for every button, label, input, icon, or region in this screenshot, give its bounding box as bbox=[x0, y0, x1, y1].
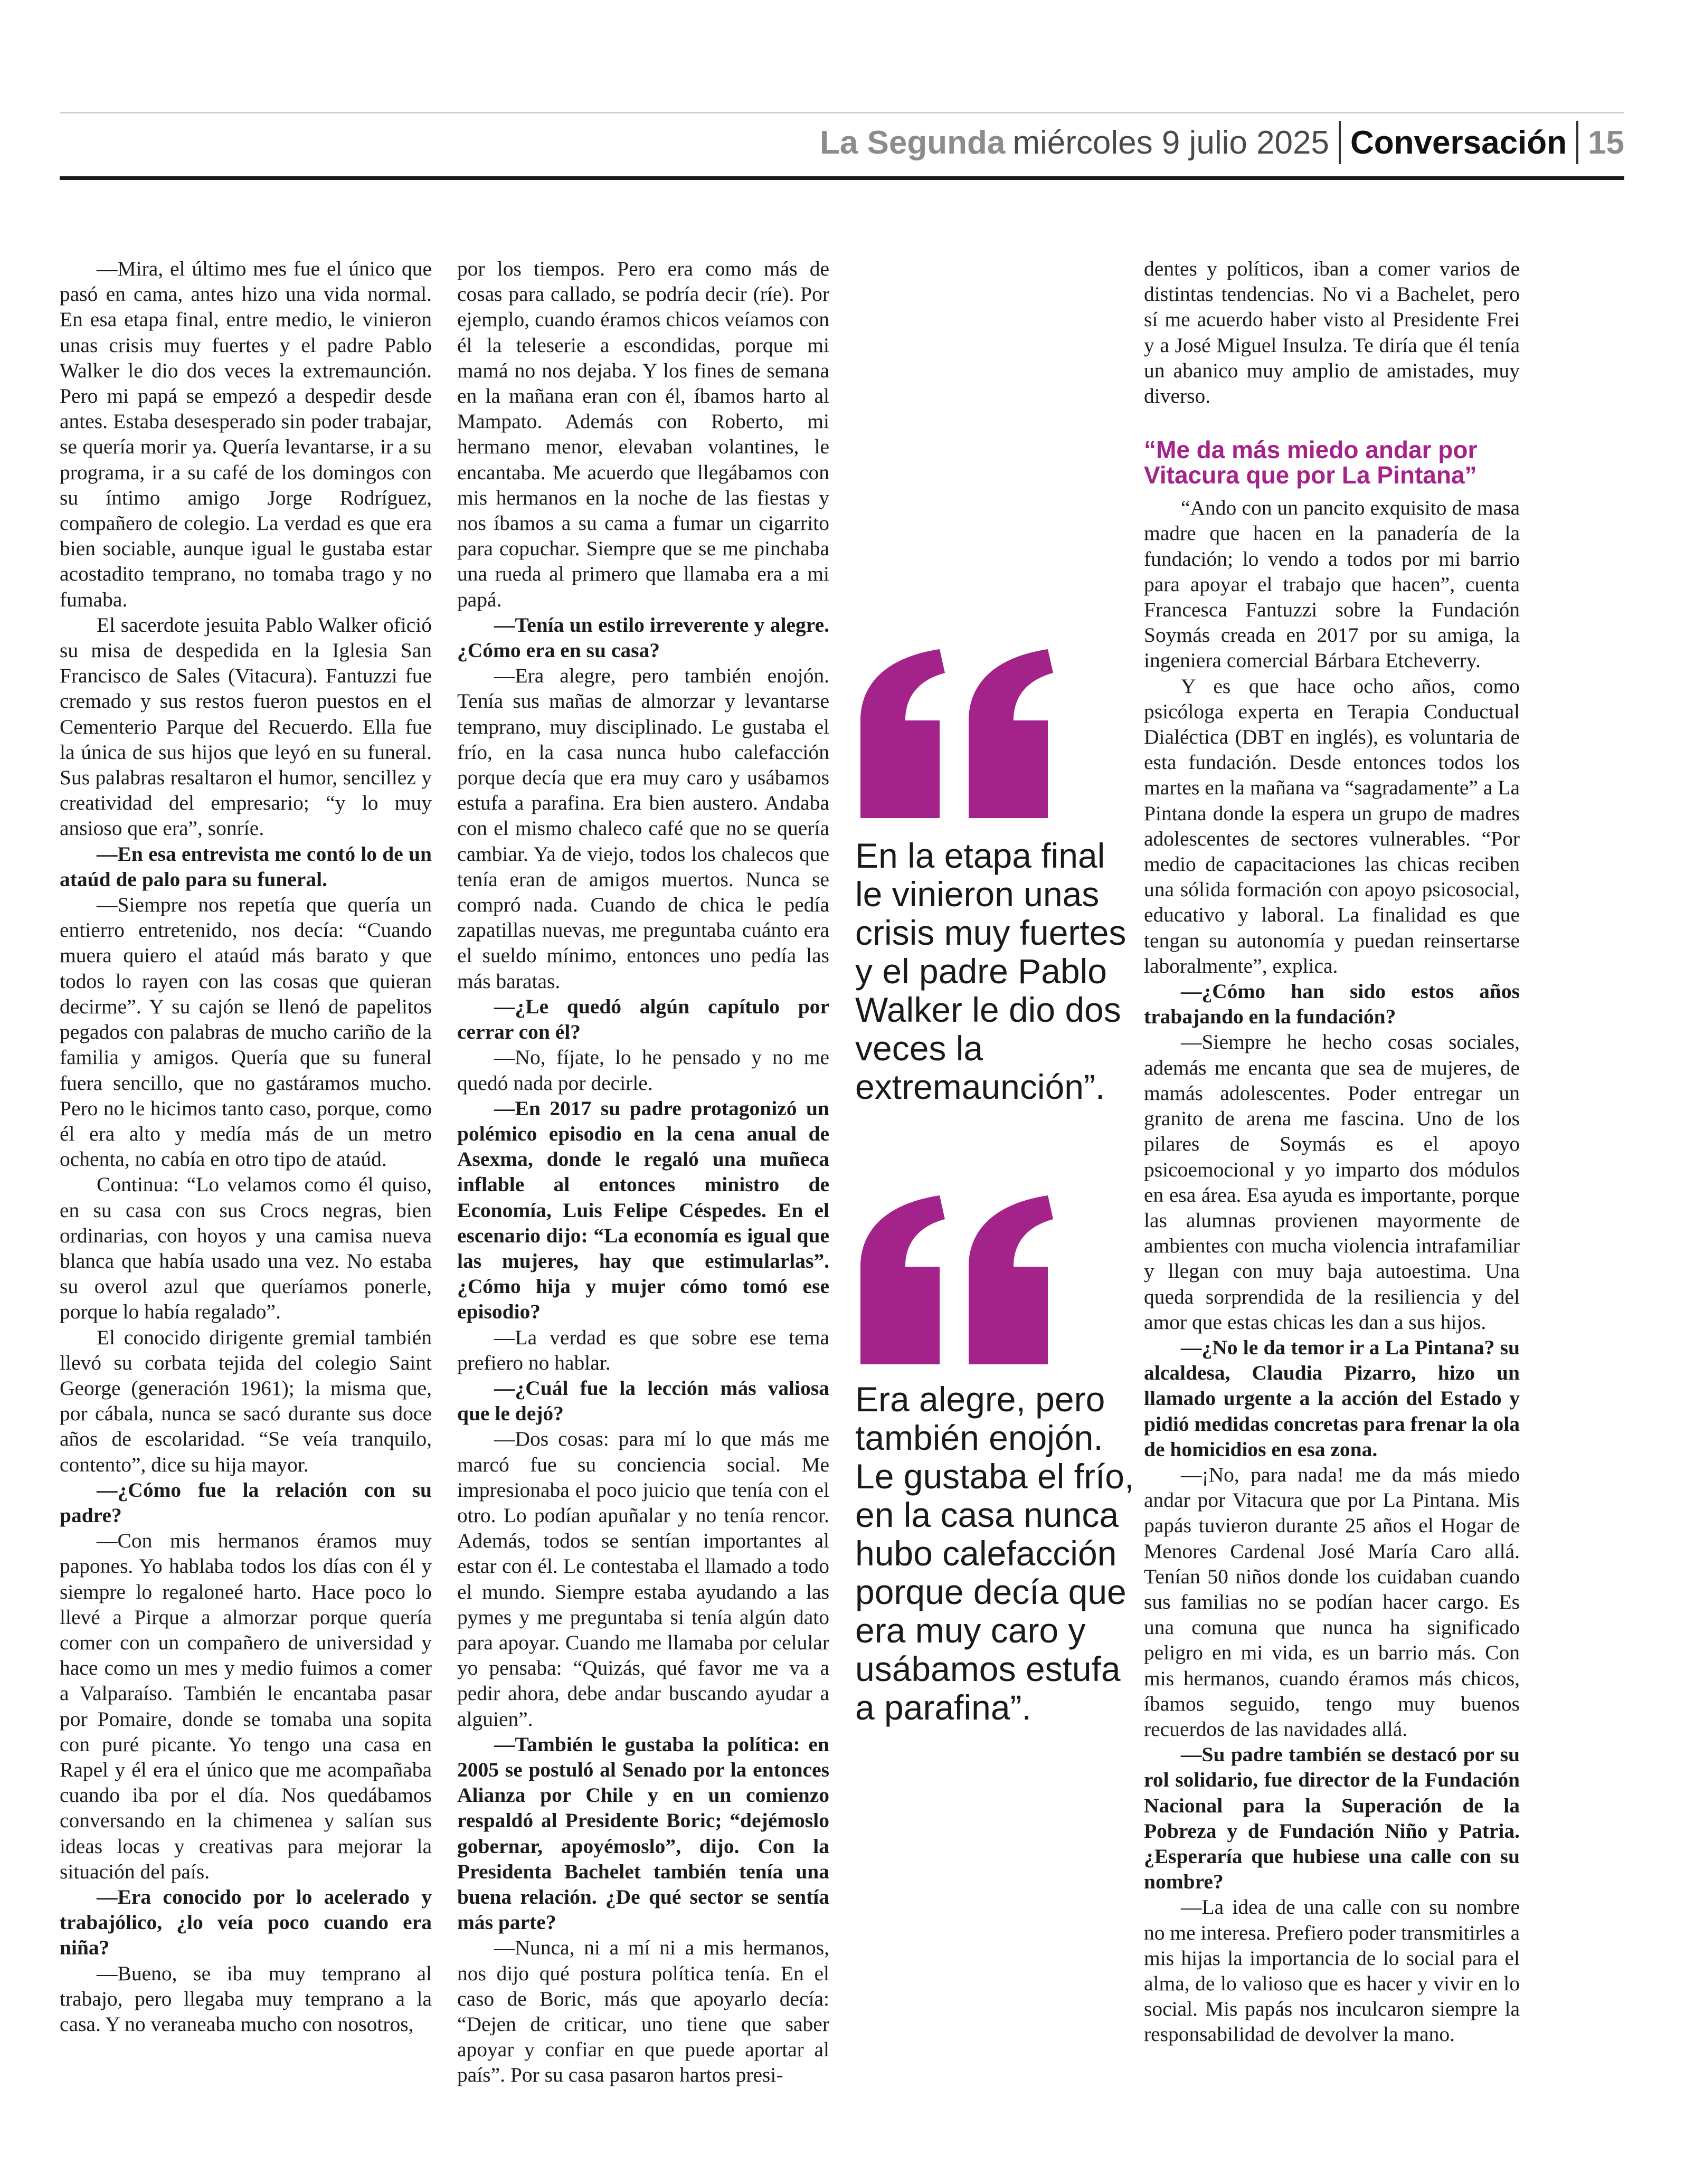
header-divider bbox=[1339, 121, 1341, 164]
pull-quote: En la etapa final le vinieron unas crisis muy fuertes y el padre Pablo Walker le dio dos veces la extremaunción”. bbox=[855, 836, 1127, 1106]
interview-question: —En esa entrevista me contó lo de un ataúd de palo para su funeral. bbox=[60, 842, 432, 891]
interview-question: —¿Cómo han sido estos años trabajando en la fundación? bbox=[1144, 980, 1520, 1029]
paragraph: por los tiempos. Pero era como más de cosas para callado, se podría decir (ríe). Por ejemplo, cuando éramos chicos veíamos con él la teleserie a escondidas, porque mi mamá no nos dejaba. Y los fines de semana en la mañana eran con él, íbamos harto al Mampato. Además con Roberto, mi hermano menor, elevaban volantines, le encantaba. Me acuerdo que llegábamos con mis hermanos en la noche de las fiestas y nos íbamos a su cama a fumar un cigarrito para copuchar. Siempre que se me pinchaba una rueda al primero que llamaba era a mi papá. bbox=[457, 257, 829, 611]
paragraph: —La idea de una calle con su nombre no me interesa. Prefiero poder transmitirles a mis hijas la importancia de lo social para el alma, de lo valioso que es hacer y vivir en lo social. Mis papás nos inculcaron siempre la responsabilidad de devolver la mano. bbox=[1144, 1895, 1520, 2046]
paragraph: —Dos cosas: para mí lo que más me marcó fue su conciencia social. Me impresionaba el poco juicio que tenía con el otro. Lo podían apuñalar y no tenía rencor. Además, todos se sentían importantes al estar con él. Le contestaba el llamado a todo el mundo. Siempre estaba ayudando a las pymes y me preguntaba si tenía algún dato para apoyar. Cuando me llamaba por celular yo pensaba: “Quizás, qué favor me va a pedir ahora, debe andar buscando ayudar a alguien”. bbox=[457, 1427, 829, 1731]
paragraph: Y es que hace ocho años, como psicóloga experta en Terapia Conductual Dialéctica (DBT en inglés), es voluntaria de esta fundación. Desde entonces todos los martes en la mañana va “sagradamente” a La Pintana donde la espera un grupo de madres adolescentes de sectores vulnerables. “Por medio de capacitaciones las chicas reciben una sólida formación con apoyo psicosocial, educativo y laboral. La finalidad es que tengan su autonomía y puedan reinsertarse laboralmente”, explica. bbox=[1144, 674, 1520, 977]
issue-date: miércoles 9 julio 2025 bbox=[1012, 124, 1329, 161]
paragraph: —No, fíjate, lo he pensado y no me quedó nada por decirle. bbox=[457, 1046, 829, 1095]
header-rule bbox=[60, 176, 1624, 180]
article-column-1 bbox=[60, 256, 432, 2037]
paragraph: —Mira, el último mes fue el único que pasó en cama, antes hizo una vida normal. En esa etapa final, entre medio, le vinieron unas crisis muy fuertes y el padre Pablo Walker le dio dos veces la extremaunción. Pero mi papá se empezó a despedir desde antes. Estaba desesperado sin poder trabajar, se quería morir ya. Quería levantarse, ir a su programa, ir a su café de los domingos con su íntimo amigo Jorge Rodríguez, compañero de colegio. La verdad es que era bien sociable, aunque igual le gustaba estar acostadito temprano, no tomaba trago y no fumaba. bbox=[60, 257, 432, 611]
paragraph: —La verdad es que sobre ese tema prefiero no hablar. bbox=[457, 1325, 829, 1374]
page-number: 15 bbox=[1588, 124, 1624, 161]
interview-question: —¿Cuál fue la lección más valiosa que le dejó? bbox=[457, 1376, 829, 1426]
interview-question: —También le gustaba la política: en 2005 se postuló al Senado por la entonces Alianza por Chile y en un comienzo respaldó al Presidente Boric; “dejémoslo gobernar, apoyémoslo”, dijo. Con la Presidenta Bachelet también tenía una buena relación. ¿De qué sector se sentía más parte? bbox=[457, 1732, 829, 1934]
interview-question: —Tenía un estilo irreverente y alegre. ¿Cómo era en su casa? bbox=[457, 613, 829, 662]
article-column-2 bbox=[457, 256, 829, 2088]
header-divider bbox=[1576, 121, 1578, 164]
paragraph: El conocido dirigente gremial también llevó su corbata tejida del colegio Saint George (generación 1961); la misma que, por cábala, nunca se sacó durante sus doce años de escolaridad. “Se veía tranquilo, contento”, dice su hija mayor. bbox=[60, 1325, 432, 1476]
interview-question: —¿No le da temor ir a La Pintana? su alcaldesa, Claudia Pizarro, hizo un llamado urgente a la acción del Estado y pidió medidas concretas para frenar la ola de homicidios en esa zona. bbox=[1144, 1335, 1520, 1461]
top-rule bbox=[60, 112, 1624, 113]
interview-question: —Su padre también se destacó por su rol solidario, fue director de la Fundación Nacional para la Superación de la Pobreza y de Fundación Niño y Patria. ¿Esperaría que hubiese una calle con su nombre? bbox=[1144, 1743, 1520, 1894]
interview-question: —¿Le quedó algún capítulo por cerrar con él? bbox=[457, 994, 829, 1044]
interview-question: —Era conocido por lo acelerado y trabajólico, ¿lo veía poco cuando era niña? bbox=[60, 1885, 432, 1960]
interview-question: —¿Cómo fue la relación con su padre? bbox=[60, 1478, 432, 1527]
article-column-3 bbox=[1144, 256, 1520, 2047]
paragraph: —Con mis hermanos éramos muy papones. Yo hablaba todos los días con él y siempre lo regaloneé harto. Hace poco lo llevé a Pirque a almorzar porque quería comer con un compañero de universidad y hace como un mes y medio fuimos a comer a Valparaíso. También le encantaba pasar por Pomaire, donde se tomaba una sopita con puré picante. Yo tengo una casa en Rapel y él era el único que me acompañaba cuando iba por el día. Nos quedábamos conversando en la chimenea y salían sus ideas locas y creativas para mejorar la situación del país. bbox=[60, 1529, 432, 1883]
paragraph: —¡No, para nada! me da más miedo andar por Vitacura que por La Pintana. Mis papás tuvieron durante 25 años el Hogar de Menores Cardenal José María Caro allá. Tenían 50 niños donde los cuidaban cuando sus familias no se podían hacer cargo. Es una comuna que nunca ha significado peligro en mi vida, es un barrio más. Con mis hermanos, cuando éramos más chicos, íbamos seguido, tengo muy buenos recuerdos de las navidades allá. bbox=[1144, 1463, 1520, 1741]
paragraph: dentes y políticos, iban a comer varios de distintas tendencias. No vi a Bachelet, pero sí me acuerdo haber visto al Presidente Frei y a José Miguel Insulza. Te diría que él tenía un abanico muy amplio de amistades, muy diverso. bbox=[1144, 257, 1520, 408]
page-header bbox=[820, 117, 1624, 168]
newspaper-brand: La Segunda bbox=[819, 124, 1006, 161]
paragraph: —Nunca, ni a mí ni a mis hermanos, nos dijo qué postura política tenía. En el caso de Boric, más que apoyarlo decía: “Dejen de criticar, uno tiene que saber apoyar y confiar en que puede aportar al país”. Por su casa pasaron hartos presi- bbox=[457, 1936, 829, 2087]
paragraph: Continua: “Lo velamos como él quiso, en su casa con sus Crocs negras, bien ordinarias, con hoyos y una camisa nueva blanca que había usado una vez. No estaba su overol azul que queríamos ponerle, porque lo había regalado”. bbox=[60, 1173, 432, 1324]
paragraph: —Siempre he hecho cosas sociales, además me encanta que sea de mujeres, de mamás adolescentes. Poder entregar un granito de arena me fascina. Uno de los pilares de Soymás es el apoyo psicoemocional y yo imparto dos módulos en esa área. Esa ayuda es importante, porque las alumnas provienen mayormente de ambientes con mucha violencia intrafamiliar y llegan con muy baja autoestima. Una queda sorprendida de la resiliencia y del amor que estas chicas les dan a sus hijos. bbox=[1144, 1030, 1520, 1334]
paragraph: —Siempre nos repetía que quería un entierro entretenido, nos decía: “Cuando muera quiero el ataúd más barato y que todos lo rayen con las cosas que quieran decirme”. Y su cajón se llenó de papelitos pegados con palabras de mucho cariño de la familia y amigos. Quería que su funeral fuera sencillo, que no gastáramos mucho. Pero no le hicimos tanto caso, porque, como él era alto y medía más de un metro ochenta, no cabía en otro tipo de ataúd. bbox=[60, 893, 432, 1171]
interview-question: —En 2017 su padre protagonizó un polémico episodio en la cena anual de Asexma, donde le regaló una muñeca inflable al entonces ministro de Economía, Luis Felipe Céspedes. En el escenario dijo: “La economía es igual que las mujeres, hay que estimularlas”. ¿Cómo hija y mujer cómo tomó ese episodio? bbox=[457, 1096, 829, 1324]
paragraph: “Ando con un pancito exquisito de masa madre que hacen en la panadería de la fundación; lo vendo a todos por mi barrio para apoyar el trabajo que hacen”, cuenta Francesca Fantuzzi sobre la Fundación Soymás creada en 2017 por su amiga, la ingeniera comercial Bárbara Etcheverry. bbox=[1144, 496, 1520, 672]
quote-mark-icon bbox=[855, 1193, 1061, 1367]
pull-quote: Era alegre, pero también enojón. Le gustaba el frío, en la casa nunca hubo calefacción porque decía que era muy caro y usábamos estufa a parafina”. bbox=[855, 1380, 1134, 1727]
section-name: Conversación bbox=[1350, 124, 1567, 161]
section-subheading: “Me da más miedo andar por Vitacura que por La Pintana” bbox=[1144, 436, 1478, 489]
paragraph: —Bueno, se iba muy temprano al trabajo, pero llegaba muy temprano a la casa. Y no veraneaba mucho con nosotros, bbox=[60, 1961, 432, 2036]
quote-mark-icon bbox=[855, 647, 1061, 821]
paragraph: —Era alegre, pero también enojón. Tenía sus mañas de almorzar y levantarse temprano, muy disciplinado. Le gustaba el frío, en la casa nunca hubo calefacción porque decía que era muy caro y usábamos estufa a parafina. Era bien austero. Andaba con el mismo chaleco café que no se quería cambiar. Ya de viejo, todos los chalecos que tenía eran de amigos muertos. Nunca se compró nada. Cuando de chica le pedía zapatillas nuevas, me preguntaba cuánto era el sueldo mínimo, entonces uno pedía las más baratas. bbox=[457, 664, 829, 993]
paragraph: El sacerdote jesuita Pablo Walker ofició su misa de despedida en la Iglesia San Francisco de Sales (Vitacura). Fantuzzi fue cremado y sus restos fueron puestos en el Cementerio Parque del Recuerdo. Ella fue la única de sus hijos que leyó en su funeral. Sus palabras resaltaron el humor, sencillez y creatividad del empresario; “y lo muy ansioso que era”, sonríe. bbox=[60, 613, 432, 840]
